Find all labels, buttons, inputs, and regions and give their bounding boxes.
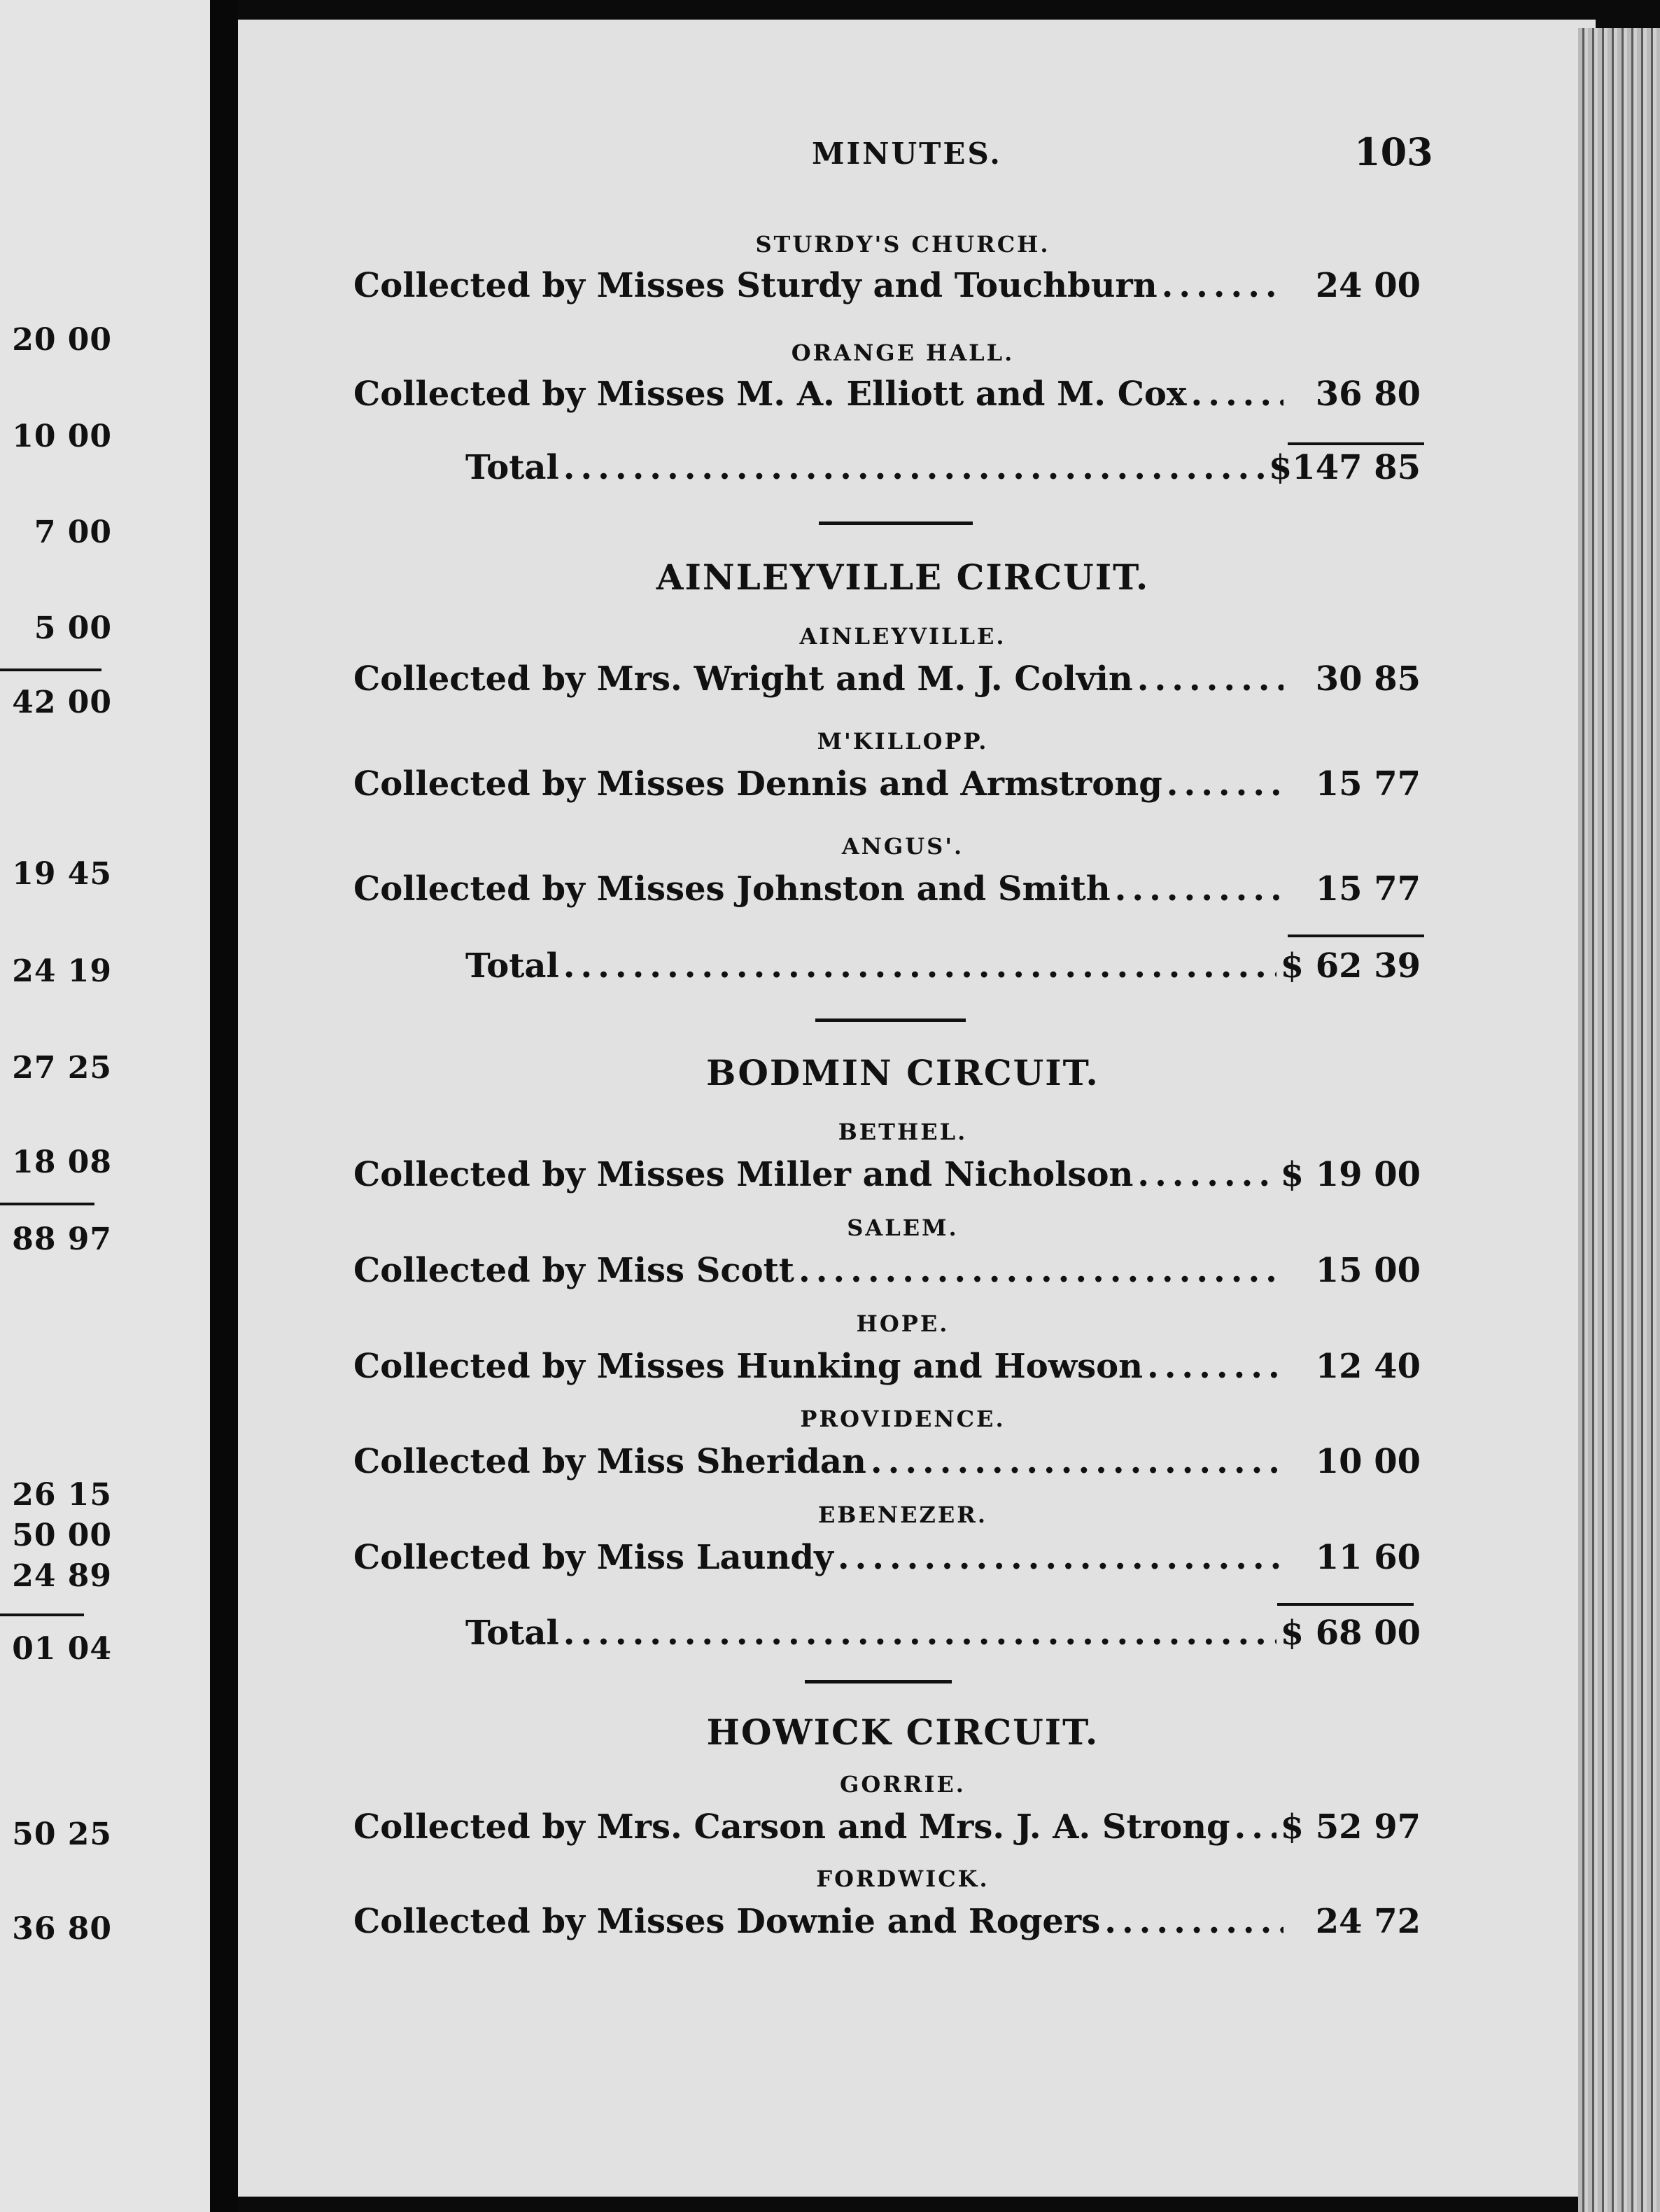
leader-dots [563, 1614, 1276, 1653]
leader-dots [1147, 1347, 1283, 1386]
section-subhead: BETHEL. [838, 1119, 968, 1145]
collection-line [353, 1538, 1421, 1580]
collector-label: Collected by Misses Hunking and Howson [353, 1347, 1143, 1386]
facing-sum-rule [0, 1203, 94, 1205]
section-subhead: FORDWICK. [816, 1865, 990, 1892]
collection-line [353, 1155, 1421, 1197]
facing-amount: 18 08 [12, 1144, 112, 1180]
running-head: MINUTES. [812, 136, 1002, 171]
leader-dots [799, 1251, 1283, 1290]
leader-dots [1137, 1155, 1276, 1194]
collection-line [353, 764, 1421, 806]
facing-amount: 50 25 [12, 1816, 112, 1852]
leader-dots [1167, 764, 1283, 804]
section-subhead: GORRIE. [840, 1771, 966, 1798]
facing-amount: 01 04 [12, 1631, 112, 1667]
section-subhead: HOPE. [856, 1310, 950, 1337]
amount: 15 00 [1315, 1251, 1421, 1290]
amount: $ 52 97 [1280, 1807, 1421, 1847]
section-subhead: M'KILLOPP. [817, 728, 989, 755]
total-amount: $147 85 [1268, 448, 1421, 487]
total-label: Total [465, 448, 559, 487]
collection-line [353, 1442, 1421, 1484]
circuit-title: AINLEYVILLE CIRCUIT. [656, 556, 1150, 598]
section-subhead: SALEM. [847, 1214, 959, 1241]
total-line [465, 448, 1421, 490]
collector-label: Collected by Miss Scott [353, 1251, 794, 1290]
facing-amount: 10 00 [12, 419, 112, 454]
section-divider [819, 522, 973, 525]
facing-amount: 50 00 [12, 1518, 112, 1553]
section-divider [815, 1018, 966, 1022]
circuit-title: BODMIN CIRCUIT. [706, 1052, 1099, 1093]
amount: 12 40 [1315, 1347, 1421, 1386]
total-label: Total [465, 946, 559, 986]
collection-line [353, 659, 1421, 701]
sum-rule [1288, 442, 1424, 445]
total-line [465, 1614, 1421, 1656]
amount: 11 60 [1315, 1538, 1421, 1577]
page-edges [1578, 28, 1660, 2212]
total-label: Total [465, 1614, 559, 1653]
leader-dots [1137, 659, 1283, 699]
amount: 24 00 [1315, 266, 1421, 305]
leader-dots [871, 1442, 1283, 1481]
leader-dots [563, 946, 1276, 986]
section-subhead: STURDY'S CHURCH. [755, 231, 1050, 258]
facing-amount: 27 25 [12, 1050, 112, 1086]
collection-line [353, 1251, 1421, 1293]
facing-sum-rule [0, 1614, 84, 1616]
collector-label: Collected by Misses Downie and Rogers [353, 1902, 1101, 1941]
amount: 15 77 [1315, 764, 1421, 804]
amount: 10 00 [1315, 1442, 1421, 1481]
circuit-title: HOWICK CIRCUIT. [706, 1712, 1099, 1753]
facing-amount: 24 89 [12, 1558, 112, 1594]
facing-amount: 42 00 [12, 685, 112, 720]
leader-dots [1162, 266, 1283, 305]
amount: 36 80 [1315, 374, 1421, 414]
collector-label: Collected by Misses Johnston and Smith [353, 869, 1111, 909]
amount: $ 19 00 [1280, 1155, 1421, 1194]
facing-amount: 88 97 [12, 1222, 112, 1257]
facing-sum-rule [0, 668, 101, 671]
section-subhead: EBENEZER. [818, 1502, 987, 1528]
leader-dots [563, 448, 1265, 487]
total-line [465, 946, 1421, 988]
leader-dots [838, 1538, 1283, 1577]
total-amount: $ 62 39 [1280, 946, 1421, 986]
sum-rule [1277, 1603, 1414, 1606]
collector-label: Collected by Misses Sturdy and Touchburn [353, 266, 1158, 305]
amount: 30 85 [1315, 659, 1421, 699]
amount: 15 77 [1315, 869, 1421, 909]
collector-label: Collected by Misses Miller and Nicholson [353, 1155, 1134, 1194]
section-divider [805, 1680, 952, 1684]
sum-rule [1288, 934, 1424, 937]
book-gutter [210, 0, 238, 2212]
facing-amount: 26 15 [12, 1477, 112, 1513]
facing-amount: 20 00 [12, 322, 112, 358]
facing-amount: 7 00 [34, 514, 112, 550]
section-subhead: PROVIDENCE. [800, 1406, 1006, 1432]
section-subhead: ORANGE HALL. [791, 340, 1015, 366]
collection-line [353, 1347, 1421, 1389]
section-subhead: AINLEYVILLE. [799, 623, 1006, 650]
amount: 24 72 [1315, 1902, 1421, 1941]
collector-label: Collected by Mrs. Wright and M. J. Colvin [353, 659, 1133, 699]
page-number: 103 [1354, 130, 1433, 174]
facing-page [0, 0, 210, 2212]
collector-label: Collected by Misses Dennis and Armstrong [353, 764, 1162, 804]
leader-dots [1115, 869, 1283, 909]
collector-label: Collected by Misses M. A. Elliott and M. Cox [353, 374, 1187, 414]
collector-label: Collected by Miss Laundy [353, 1538, 833, 1577]
leader-dots [1235, 1807, 1276, 1847]
collection-line [353, 1902, 1421, 1944]
collector-label: Collected by Miss Sheridan [353, 1442, 866, 1481]
collection-line [353, 266, 1421, 308]
section-subhead: ANGUS'. [841, 833, 964, 860]
leader-dots [1104, 1902, 1283, 1941]
collection-line [353, 1807, 1421, 1849]
collection-line [353, 374, 1421, 416]
facing-amount: 5 00 [34, 610, 112, 646]
collection-line [353, 869, 1421, 911]
collector-label: Collected by Mrs. Carson and Mrs. J. A. Strong [353, 1807, 1230, 1847]
leader-dots [1191, 374, 1283, 414]
facing-amount: 19 45 [12, 856, 112, 892]
facing-amount: 24 19 [12, 953, 112, 989]
total-amount: $ 68 00 [1280, 1614, 1421, 1653]
facing-amount: 36 80 [12, 1911, 112, 1947]
